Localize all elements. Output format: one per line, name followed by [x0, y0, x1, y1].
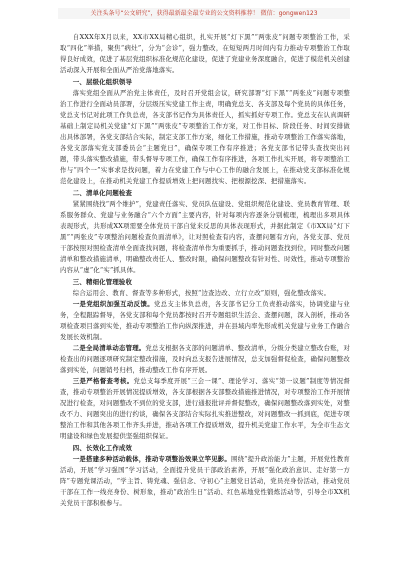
section-paragraph	[60, 376, 350, 442]
intro-paragraph: 自XXX年X月以来，XX市XX局精心组织，扎实开展“灯下黑”“两张皮”问题专项整治工作，采取“四化”举措，聚焦“病灶”，分为“会诊”，强力整改，在短短两月时间内有力推动专项整治工作取得良好成效，促进了基层党组织标准化规范化建设，促进了党建业务深度融合，促进了模范机关创建活动深入开展和全面从严治党落地落实。	[60, 33, 350, 74]
section-paragraph	[60, 199, 350, 276]
paragraph-text: 党总支每季度开展“三会一课”、理论学习、落实“第一议题”制度等情况督查，推动专项整治开展情况提质增效，各支部根据各支部整改措施推进情况，对专项整治工作开展情况进行检查，对问题整改不到位的党支部，进行通报批评并督促整改，确保问题整改落到实处，对整改不力、问题突出的进行约谈，确保各支部结合实际扎实推进整改，对问题整改一抓到底，促进专项整治工作和其他各项工作齐头并进，推动各项工作提质增效，提升机关党建工作水平，为全市生态文明建设和绿色发展提供坚强组织保证。	[60, 377, 350, 440]
section-heading: 一、层级化组织领导	[72, 78, 133, 86]
section-paragraph	[60, 299, 350, 343]
paragraph-lead: 一是搭建多种活动载体，推动专项整治效果立竿见影。	[72, 455, 231, 463]
paragraph-text: 围绕“提升政治能力”主题，开展党性教育活动，开展“学习强国”学习活动，全面提升党员干部政治素养，开展“强化政治意识、走好第一方阵”专题党课活动，“学主旨、铸党魂、强信念、守初心”主题党日活动，党员亮身份活动，推动党员干部在工作一线亮身份、树形象，推动“政治生日”活动、红色基地党性锻炼活动等，引导全市XX机关党员干部积极参与。	[60, 455, 350, 507]
paragraph-lead: 一是党组织加强互动反馈。	[72, 300, 154, 308]
section-heading: 四、长效化工作成效	[72, 444, 133, 452]
paragraph-text: 党总支主体负总责，各支部书记分工负责推动落实，协调党建与业务，全程跟踪督导，各党支部和每个党员都按时召开专题组织生活会、查摆问题，深入剖析，推动各项检查项目落到实处，推动专项整治工作向纵深推进，并在县域内率先形成机关党建与业务工作融合发展长效机制。	[60, 300, 350, 341]
paragraph-text: 综合运用会、教育、督查等多种形式，按照“边查边改、立行立改”原则，强化整改落实。	[72, 289, 331, 297]
document-body	[60, 32, 350, 509]
section-heading: 三、精细化管理验收	[72, 278, 133, 286]
section-paragraph	[60, 288, 350, 299]
paragraph-text: 落实党组全面从严治党主体责任，及时召开党组会议，研究部署“灯下黑”“两张皮”问题专项整治工作进行全面动员部署，分层级压实党建工作主责，明确党总支、各支部及每个党员的具体任务，党总支书记对此项工作负总责，各支部书记作为具体责任人，抓实抓好专项工作。党总支在认真调研基础上制定局机关党建“灯下黑”“两张皮”专项整治工作方案，对工作目标、阶段任务、时间安排做出具体部署，各党支部结合实际，制定支部工作方案，细化工作措施，推动专项整治工作落实落地，各党支部落实党支部委员会“主题党日”，确保专项工作有序推进；各党支部书记带头查找突出问题，带头落实整改措施，带头督导专项工作，确保工作有序推进，各项工作扎实开展，将专项整治工作与“四个一”实事求是找问题，着力在党建工作与中心工作的融合发展上，在推动党支部标准化规范化建设上，在推动机关党建工作提质增效上把问题找实、把根源挖深、把措施落实。	[60, 89, 350, 185]
paragraph-lead: 三是严格督查考核。	[72, 377, 134, 385]
promo-banner: 关注头条号“公文研究”，获得最新最全最专业的公文资料推荐！ 微信：gongwen123	[58, 8, 350, 19]
paragraph-text: 党总支根据各支部的问题清单、整改清单，分级分类建立整改台账，对检查出的问题逐项研究制定整改措施，及时向总支报告进展情况，总支加强督促检查，确保问题整改落到实处，问题销号归档，推动整改工作有序开展。	[60, 344, 350, 374]
section-paragraph	[60, 343, 350, 376]
section-heading: 二、清单化问题检查	[72, 189, 133, 197]
section-paragraph	[60, 88, 350, 187]
section-paragraph	[60, 454, 350, 509]
paragraph-text: 紧紧围绕找“两个维护”，党建责任落实、党员队伍建设、党组织规范化建设、党员教育管理、联系服务群众、党建与业务融合“六个方面”主要内容，针对每项内容逐条分别梳理，梳理出多项具体表现形式，共形成XX项需要全体党员干部自觉来反思的具体表现形式，并据此制定《市XX局“灯下黑”“两张皮”专项整治问题检查负面清单》，让对照检查有内容，查摆问题有方向，各党支部、党员干部按照对照检查清单全面查找问题，将检查清单作为重要抓手，推动问题查找到位，同时整改问题清单和整改措施清单，明确整改责任人、整改时限，确保问题整改有针对性、时效性，推动专项整治内容从“虚”化“实”抓具体。	[60, 200, 350, 274]
paragraph-lead: 二是全局清单动态管理。	[72, 344, 146, 352]
